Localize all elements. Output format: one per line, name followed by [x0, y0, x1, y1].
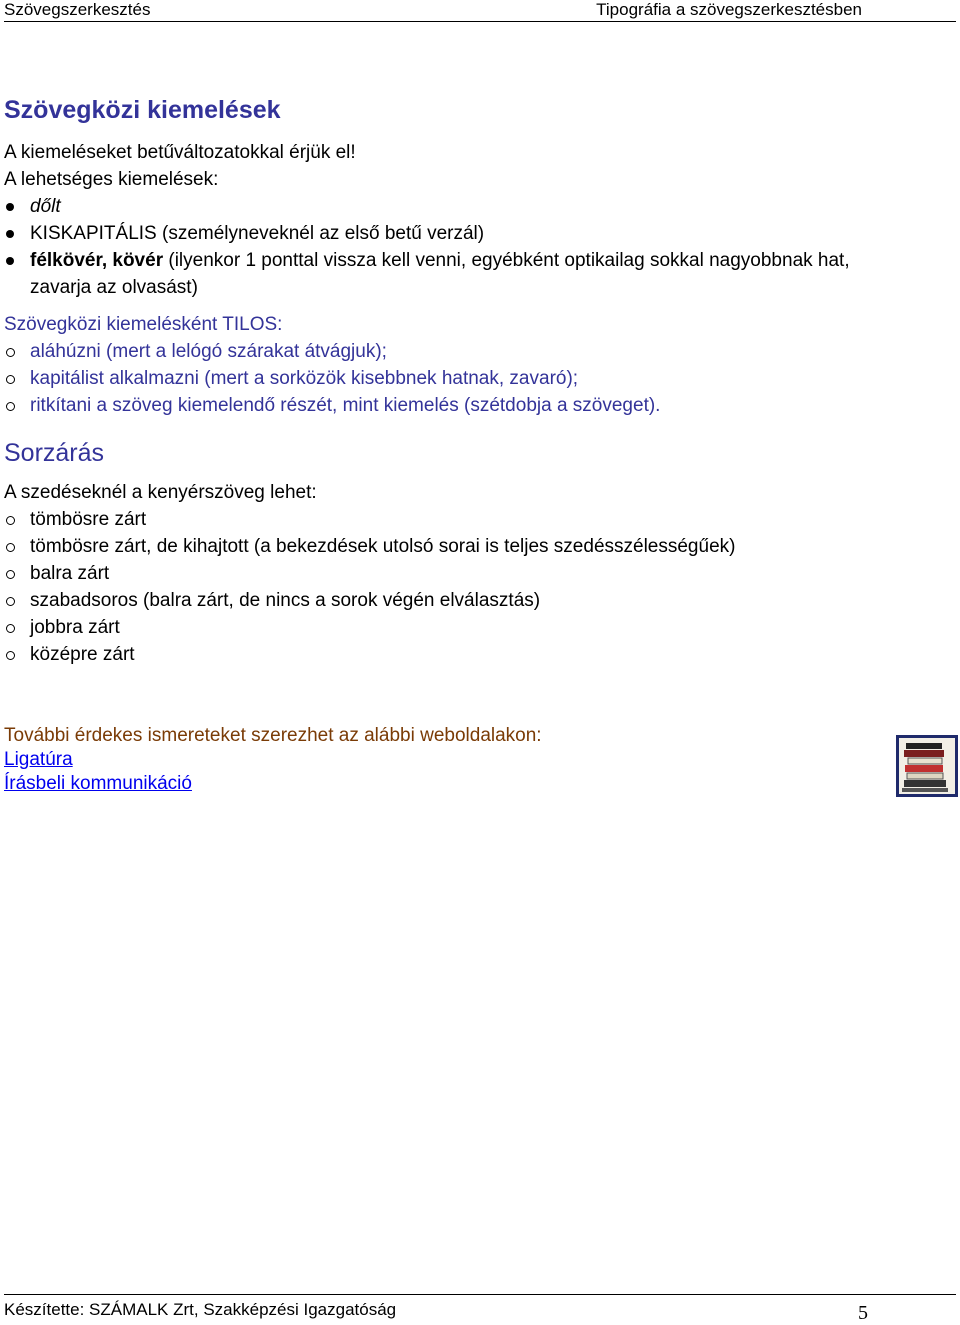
header-left: Szövegszerkesztés — [4, 0, 151, 19]
sorzaras-intro: A szedéseknél a kenyérszöveg lehet: — [4, 482, 317, 503]
list-item: ritkítani a szöveg kiemelendő részét, mint kiemelés (szétdobja a szöveget). — [4, 392, 884, 419]
books-icon — [896, 735, 958, 797]
page-footer — [4, 1294, 956, 1324]
link-ligatura[interactable]: Ligatúra — [4, 749, 73, 770]
footer-credit: Készítette: SZÁMALK Zrt, Szakképzési Igazgatóság — [4, 1300, 397, 1319]
list-item: tömbösre zárt, de kihajtott (a bekezdések utolsó sorai is teljes szedésszélességűek) — [4, 533, 884, 560]
page-number: 5 — [858, 1302, 868, 1324]
list-item: aláhúzni (mert a lelógó szárakat átvágjuk); — [4, 338, 884, 365]
list-item: szabadsoros (balra zárt, de nincs a sorok végén elválasztás) — [4, 587, 884, 614]
tilos-list — [4, 338, 884, 419]
list-item: kapitálist alkalmazni (mert a sorközök kisebbnek hatnak, zavaró); — [4, 365, 884, 392]
list-item-felkover: félkövér, kövér (ilyenkor 1 ponttal vissza kell venni, egyébként optikailag sokkal nagyobbnak hat, zavarja az olvasást) — [4, 247, 884, 301]
list-item-kiskapitalis: KISKAPITÁLIS (személyneveknél az első betű verzál) — [4, 220, 884, 247]
footer-divider — [4, 1294, 956, 1295]
list-item: balra zárt — [4, 560, 884, 587]
sorzaras-list — [4, 506, 884, 668]
kiemelesek-intro: A kiemeléseket betűváltozatokkal érjük el! — [4, 142, 356, 163]
list-item: jobbra zárt — [4, 614, 884, 641]
more-info-note: További érdekes ismereteket szerezhet az alábbi weboldalakon: — [4, 725, 542, 746]
list-item-dolt: dőlt — [4, 193, 884, 220]
section-title-kiemelesek: Szövegközi kiemelések — [4, 96, 281, 124]
header-right: Tipográfia a szövegszerkesztésben — [596, 0, 862, 19]
tilos-intro: Szövegközi kiemelésként TILOS: — [4, 314, 283, 335]
link-irasbeli-kommunikacio[interactable]: Írásbeli kommunikáció — [4, 773, 192, 794]
section-title-sorzaras: Sorzárás — [4, 439, 105, 467]
header-divider — [4, 21, 956, 22]
list-item: középre zárt — [4, 641, 884, 668]
kiemelesek-list-intro: A lehetséges kiemelések: — [4, 169, 219, 190]
page-header — [0, 0, 960, 24]
document-body — [4, 90, 884, 796]
list-item: tömbösre zárt — [4, 506, 884, 533]
kiemelesek-list — [4, 193, 884, 301]
